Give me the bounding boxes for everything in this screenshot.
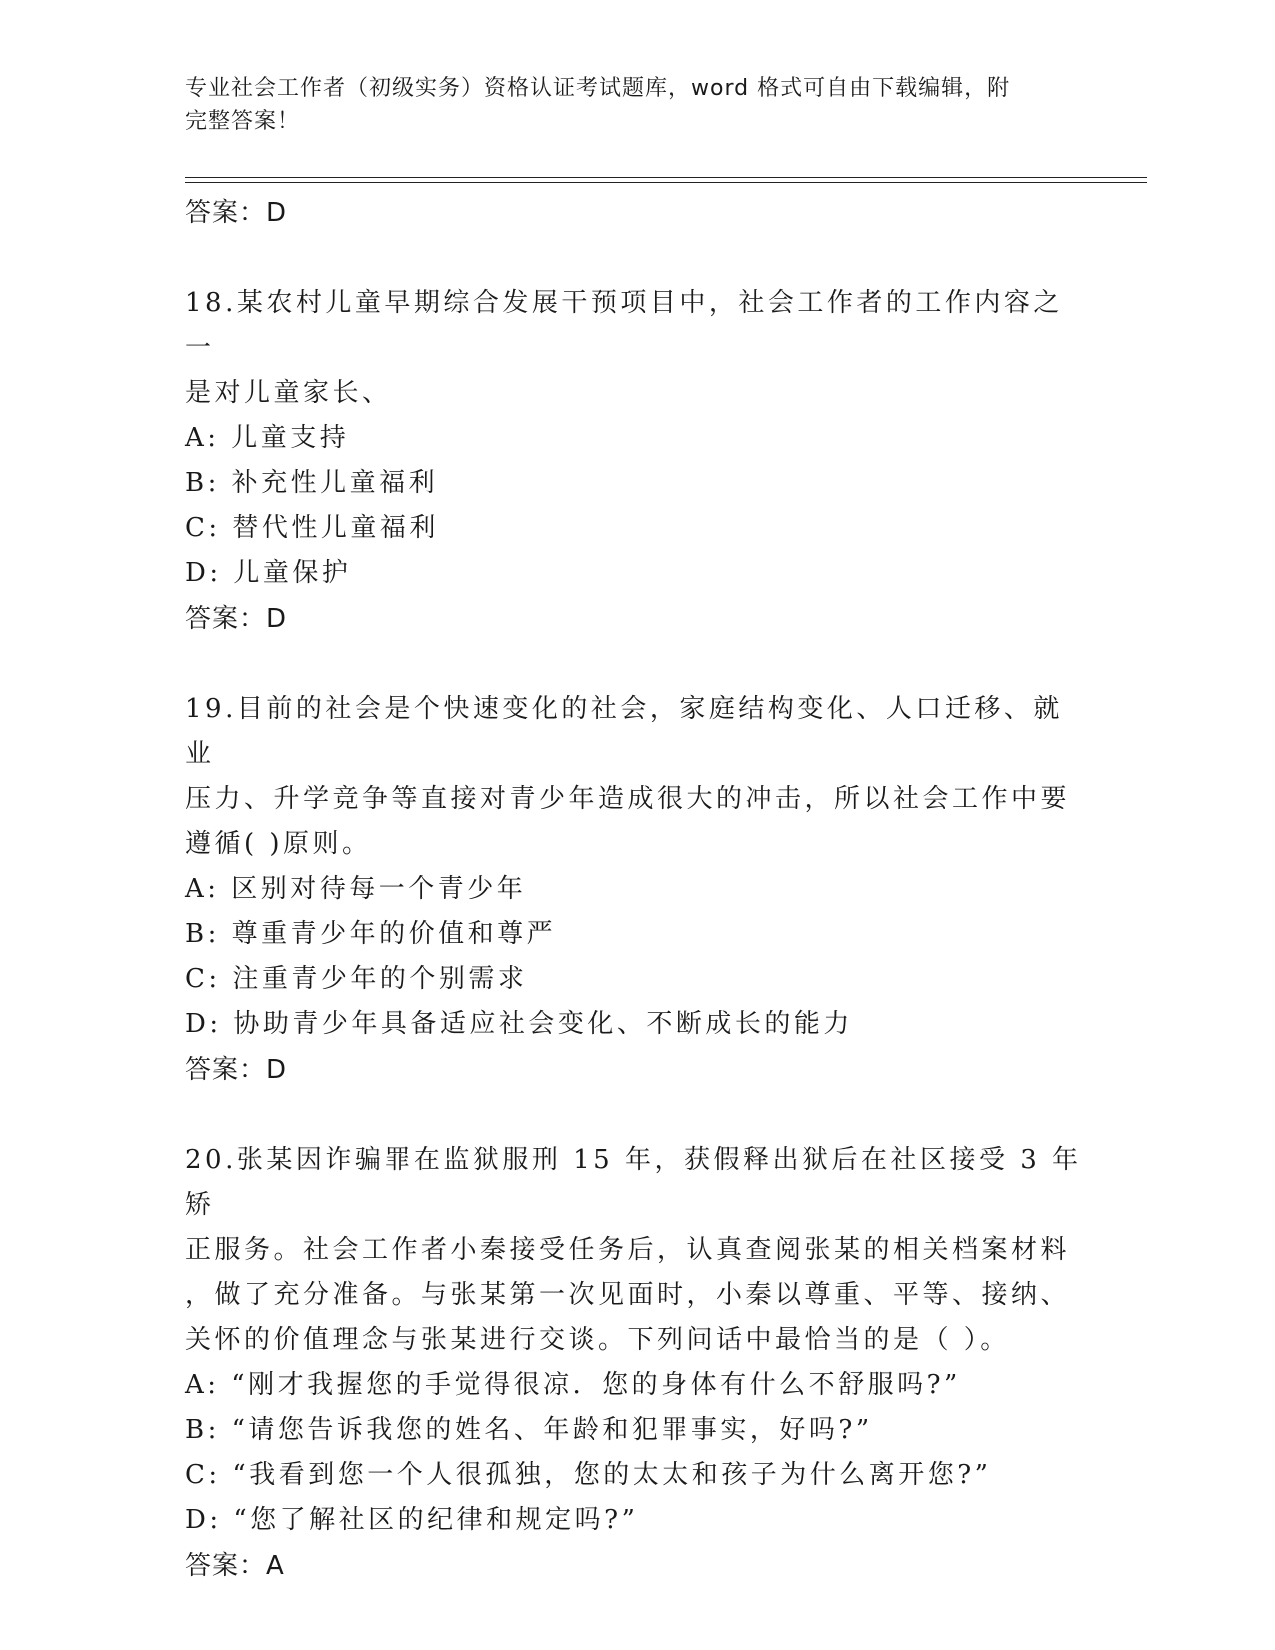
header-rule-bottom [185,182,1147,183]
option-d: D: “您了解社区的纪律和规定吗?” [185,1505,639,1535]
question-text [185,1138,1085,1363]
question-answer: 答案：D [185,1055,288,1085]
option-d: D: 协助青少年具备适应社会变化、不断成长的能力 [185,1009,853,1039]
question-text [185,687,1085,867]
option-b: B: “请您告诉我您的姓名、年龄和犯罪事实，好吗?” [185,1415,873,1445]
option-d: D: 儿童保护 [185,558,352,588]
option-c: C: “我看到您一个人很孤独，您的太太和孩子为什么离开您?” [185,1460,992,1490]
question-19 [185,687,1085,1093]
header-rule-top [185,177,1147,178]
option-b: B: 尊重青少年的价值和尊严 [185,919,557,949]
option-b: B: 补充性儿童福利 [185,468,439,498]
question-text-line: 是对儿童家长、 [185,378,392,408]
header-line-1: 专业社会工作者（初级实务）资格认证考试题库，word 格式可自由下载编辑，附 [185,76,1011,101]
previous-answer: 答案：D [185,198,288,228]
question-text-line: 遵循( )原则。 [185,829,372,859]
question-list [185,190,1085,1589]
option-c: C: 替代性儿童福利 [185,513,439,543]
option-a: A: 区别对待每一个青少年 [185,874,527,904]
question-text-line: 关怀的价值理念与张某进行交谈。下列问话中最恰当的是（ ）。 [185,1325,1010,1355]
question-answer: 答案：A [185,1551,285,1581]
option-a: A: 儿童支持 [185,423,350,453]
question-text-line: 正服务。社会工作者小秦接受任务后，认真查阅张某的相关档案材料 [185,1235,1071,1265]
option-a: A: “刚才我握您的手觉得很凉．您的身体有什么不舒服吗?” [185,1370,961,1400]
option-c: C: 注重青少年的个别需求 [185,964,528,994]
page-header [185,72,1075,138]
question-text-line: 20.张某因诈骗罪在监狱服刑 15 年，获假释出狱后在社区接受 3 年矫 [185,1145,1082,1220]
question-20 [185,1138,1085,1589]
question-text-line: 压力、升学竞争等直接对青少年造成很大的冲击，所以社会工作中要 [185,784,1071,814]
question-text-line: 18.某农村儿童早期综合发展干预项目中，社会工作者的工作内容之一 [185,288,1063,363]
header-line-2: 完整答案！ [185,109,301,134]
question-text-line: 19.目前的社会是个快速变化的社会，家庭结构变化、人口迁移、就业 [185,694,1063,769]
question-answer: 答案：D [185,604,288,634]
question-text [185,281,1085,416]
question-text-line: ，做了充分准备。与张某第一次见面时，小秦以尊重、平等、接纳、 [185,1280,1071,1310]
question-18 [185,281,1085,642]
